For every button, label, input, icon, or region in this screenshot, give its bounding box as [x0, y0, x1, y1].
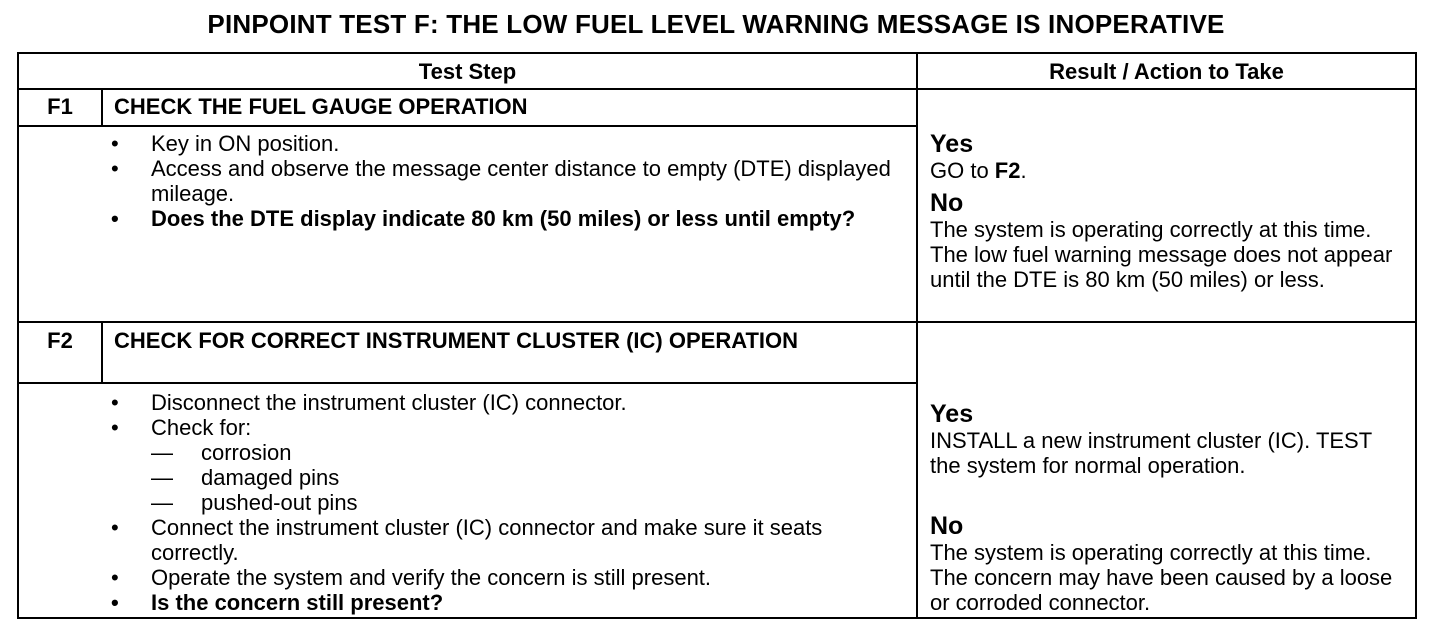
- list-item: • Disconnect the instrument cluster (IC) connector.: [111, 390, 627, 415]
- step-divider: [19, 321, 1415, 323]
- result-f2-yes: [930, 400, 1410, 478]
- yes-action: INSTALL a new instrument cluster (IC). TEST the system for normal operation.: [930, 428, 1372, 478]
- bullet-icon: •: [111, 131, 119, 156]
- bullet-icon: •: [111, 590, 119, 615]
- list-item: • Access and observe the message center distance to empty (DTE) displayed mileage.: [111, 156, 891, 206]
- dash-icon: —: [151, 490, 173, 515]
- f1-title-divider: [19, 125, 916, 127]
- list-item: • Does the DTE display indicate 80 km (50 miles) or less until empty?: [111, 206, 856, 231]
- yes-action: GO to F2.: [930, 158, 1027, 183]
- header-result: Result / Action to Take: [1049, 59, 1284, 84]
- step-instructions-f2: [109, 390, 899, 615]
- column-divider: [916, 54, 918, 617]
- list-item: • Operate the system and verify the concern is still present.: [111, 565, 712, 590]
- bullet-icon: •: [111, 156, 119, 181]
- list-item: • Is the concern still present?: [111, 590, 444, 615]
- step-number-divider: [101, 322, 103, 383]
- list-item: — damaged pins: [151, 465, 340, 490]
- no-label: No: [930, 512, 964, 540]
- step-number-f1: F1: [47, 94, 73, 119]
- dash-icon: —: [151, 440, 173, 465]
- bullet-icon: •: [111, 515, 119, 540]
- bullet-icon: •: [111, 565, 119, 590]
- bullet-icon: •: [111, 415, 119, 440]
- bullet-icon: •: [111, 390, 119, 415]
- result-f1: [930, 130, 1410, 292]
- list-item: • Key in ON position.: [111, 131, 340, 156]
- page-title: PINPOINT TEST F: THE LOW FUEL LEVEL WARNING MESSAGE IS INOPERATIVE: [207, 9, 1225, 39]
- step-title-f2: CHECK FOR CORRECT INSTRUMENT CLUSTER (IC) OPERATION: [114, 328, 799, 353]
- step-title-f1: CHECK THE FUEL GAUGE OPERATION: [114, 94, 528, 119]
- result-f2-no: [930, 512, 1410, 615]
- no-action: The system is operating correctly at this time. The low fuel warning message does not appear until the DTE is 80 km (50 miles) or less.: [930, 217, 1393, 292]
- no-action: The system is operating correctly at this time. The concern may have been caused by a loose or corroded connector.: [930, 540, 1393, 615]
- yes-label: Yes: [930, 130, 974, 158]
- bullet-icon: •: [111, 206, 119, 231]
- pinpoint-test-table: [17, 52, 1417, 619]
- check-for-list: [151, 440, 899, 515]
- step-instructions-f1: [109, 131, 899, 231]
- header-test-step: Test Step: [418, 59, 517, 84]
- list-item: — pushed-out pins: [151, 490, 358, 515]
- step-number-divider: [101, 89, 103, 126]
- yes-label: Yes: [930, 400, 974, 428]
- list-item: • Check for: — corrosion — damaged pins — pushed-out pins: [109, 415, 899, 515]
- list-item: — corrosion: [151, 440, 292, 465]
- dash-icon: —: [151, 465, 173, 490]
- list-item: • Connect the instrument cluster (IC) connector and make sure it seats correctly.: [111, 515, 823, 565]
- no-label: No: [930, 189, 964, 217]
- f2-title-divider: [19, 382, 916, 384]
- step-number-f2: F2: [47, 328, 73, 353]
